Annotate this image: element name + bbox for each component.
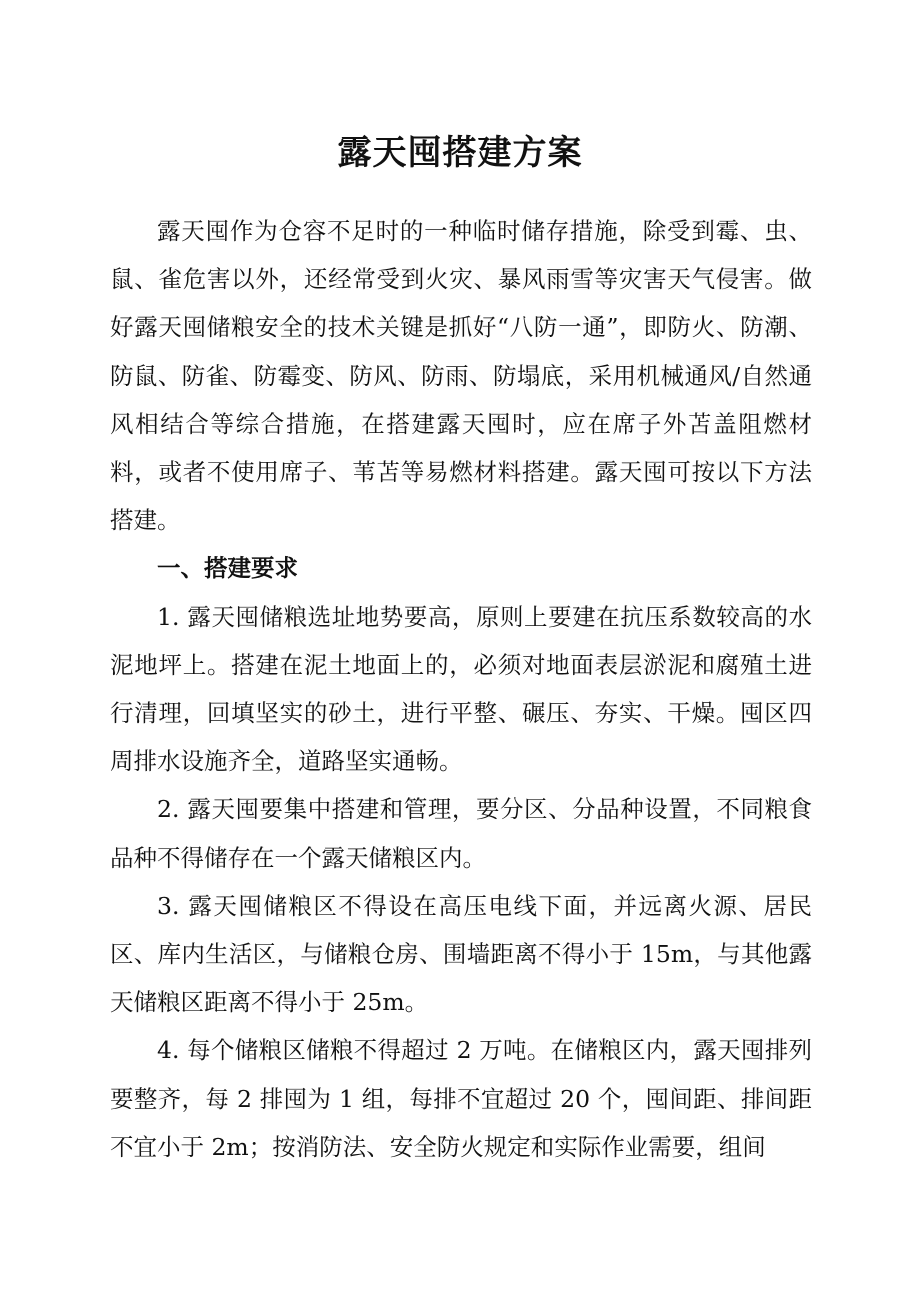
intro-paragraph: 露天囤作为仓容不足时的一种临时储存措施，除受到霉、虫、鼠、雀危害以外，还经常受到火灾、暴风雨雪等灾害天气侵害。做好露天囤储粮安全的技术关键是抓好“八防一通”，即防火、防潮、防鼠、防雀、防霉变、防风、防雨、防塌底，采用机械通风/自然通风相结合等综合措施，在搭建露天囤时，应在席子外苫盖阻燃材料，或者不使用席子、苇苫等易燃材料搭建。露天囤可按以下方法搭建。 <box>110 217 812 535</box>
requirement-item-4: 4. 每个储粮区储粮不得超过 2 万吨。在储粮区内，露天囤排列要整齐，每 2 排囤为 1 组，每排不宜超过 20 个，囤间距、排间距不宜小于 2m；按消防法、安全防火规定和实际作业需要，组间 <box>110 1036 812 1161</box>
document-body <box>110 207 812 1171</box>
requirement-item-2: 2. 露天囤要集中搭建和管理，要分区、分品种设置，不同粮食品种不得储存在一个露天储粮区内。 <box>110 795 812 872</box>
requirement-item-3: 3. 露天囤储粮区不得设在高压电线下面，并远离火源、居民区、库内生活区，与储粮仓房、围墙距离不得小于 15m，与其他露天储粮区距离不得小于 25m。 <box>110 891 812 1017</box>
section-heading: 一、搭建要求 <box>157 554 298 583</box>
requirement-item-1: 1. 露天囤储粮选址地势要高，原则上要建在抗压系数较高的水泥地坪上。搭建在泥土地面上的，必须对地面表层淤泥和腐殖土进行清理，回填坚实的砂土，进行平整、碾压、夯实、干燥。囤区四周排水设施齐全，道路坚实通畅。 <box>110 602 812 776</box>
document-title: 露天囤搭建方案 <box>337 133 583 173</box>
